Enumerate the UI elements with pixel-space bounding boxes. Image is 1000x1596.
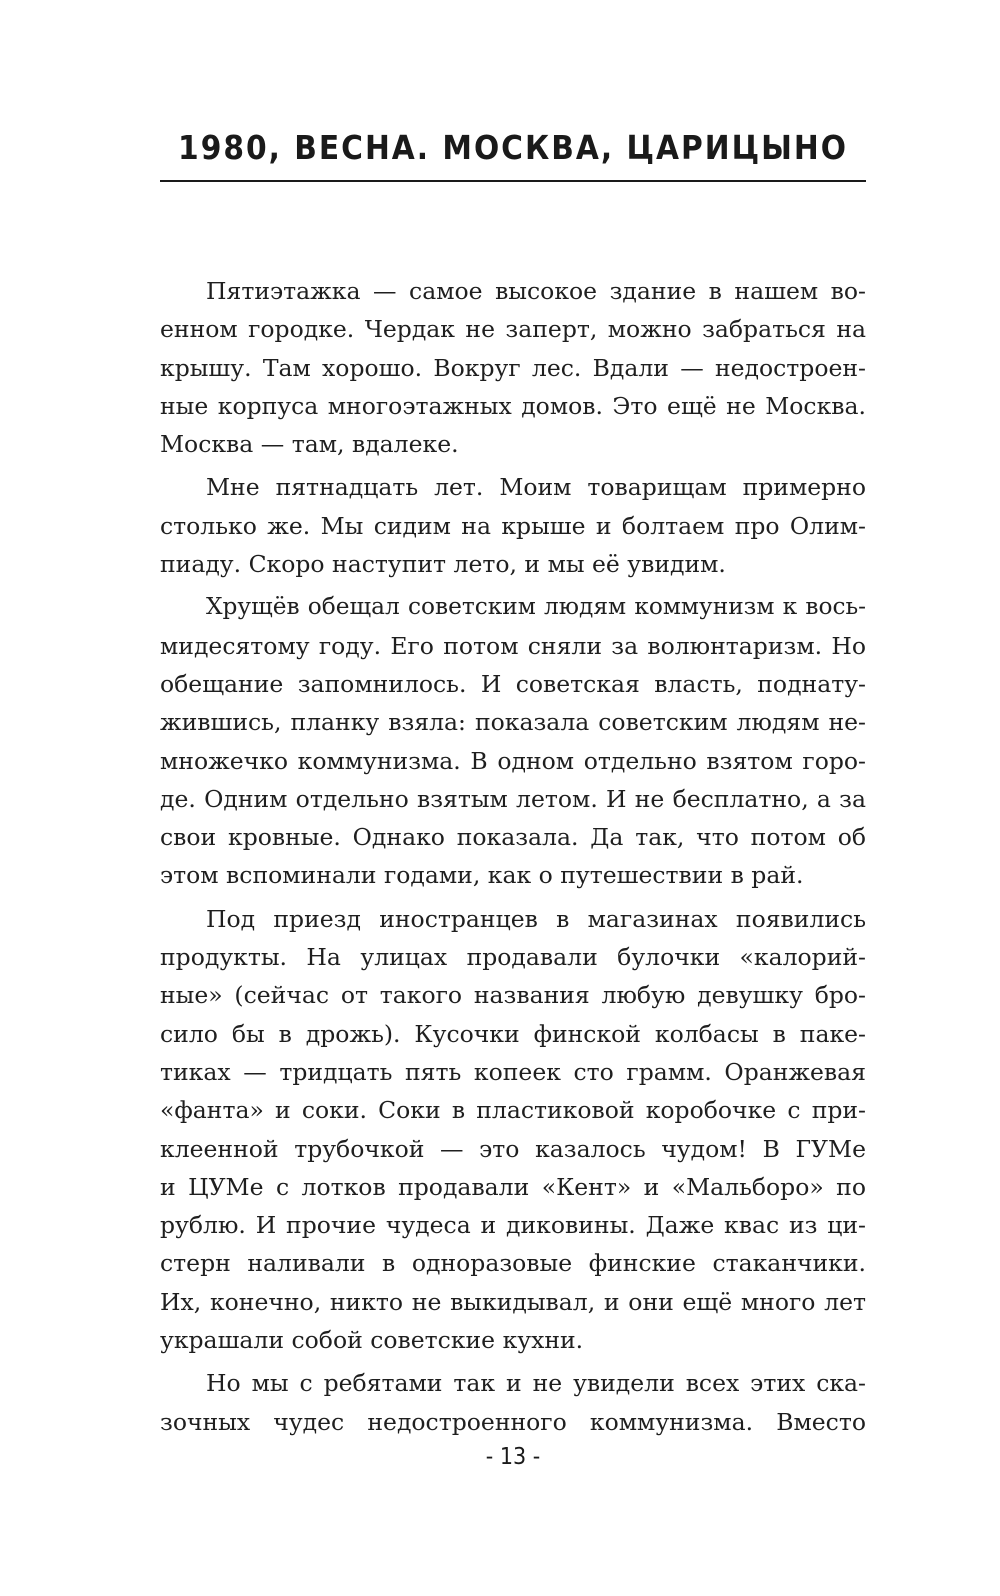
text-line: Пятиэтажка — самое высокое здание в нашем во-: [206, 277, 866, 305]
page-number: - 13 -: [485, 1444, 541, 1470]
text-line: свои кровные. Однако показала. Да так, что потом об: [160, 823, 866, 852]
paragraph: [160, 272, 866, 463]
text-line: и ЦУМе с лотков продавали «Кент» и «Мальборо» по: [160, 1172, 866, 1201]
text-line: Москва — там, вдалеке.: [160, 430, 459, 459]
text-line: мидесятому году. Его потом сняли за волюнтаризм. Но: [160, 631, 866, 660]
text-line: этом вспоминали годами, как о путешествии в рай.: [160, 861, 804, 890]
text-line: крышу. Там хорошо. Вокруг лес. Вдали — недостроен-: [160, 353, 866, 382]
text-line: Мне пятнадцать лет. Моим товарищам примерно: [206, 473, 866, 502]
text-line: продукты. На улицах продавали булочки «калорий-: [160, 943, 866, 972]
text-line: де. Одним отдельно взятым летом. И не бесплатно, а за: [160, 784, 866, 813]
paragraph: [160, 1364, 866, 1441]
paragraph: [160, 900, 866, 1360]
title-rule: [160, 180, 866, 182]
text-line: Но мы с ребятами так и не увидели всех этих ска-: [206, 1369, 866, 1398]
text-line: пиаду. Скоро наступит лето, и мы её увидим.: [160, 550, 726, 579]
text-line: столько же. Мы сидим на крыше и болтаем про Олим-: [160, 511, 866, 540]
text-line: обещание запомнилось. И советская власть, поднату-: [160, 669, 866, 698]
chapter-title: 1980, ВЕСНА. МОСКВА, ЦАРИЦЫНО: [178, 128, 848, 167]
text-line: стерн наливали в одноразовые финские стаканчики.: [160, 1249, 866, 1278]
text-line: зочных чудес недостроенного коммунизма. Вместо: [160, 1407, 866, 1436]
text-line: тиках — тридцать пять копеек сто грамм. Оранжевая: [160, 1057, 866, 1086]
body-text: [160, 272, 866, 1446]
paragraph: [160, 588, 866, 894]
text-line: сило бы в дрожь). Кусочки финской колбасы в паке-: [160, 1019, 866, 1048]
text-line: Под приезд иностранцев в магазинах появились: [206, 904, 866, 933]
text-line: клеенной трубочкой — это казалось чудом! В ГУМе: [160, 1134, 866, 1163]
text-line: «фанта» и соки. Соки в пластиковой коробочке с при-: [160, 1096, 866, 1125]
text-line: жившись, планку взяла: показала советским людям не-: [160, 708, 866, 737]
text-line: ные корпуса многоэтажных домов. Это ещё не Москва.: [160, 391, 866, 420]
text-line: множечко коммунизма. В одном отдельно взятом горо-: [160, 746, 866, 775]
paragraph: [160, 468, 866, 583]
text-line: Хрущёв обещал советским людям коммунизм к вось-: [206, 593, 866, 621]
text-line: рублю. И прочие чудеса и диковины. Даже квас из ци-: [160, 1211, 866, 1240]
text-line: украшали собой советские кухни.: [160, 1326, 584, 1355]
text-line: енном городке. Чердак не заперт, можно забраться на: [160, 315, 866, 344]
text-line: ные» (сейчас от такого названия любую девушку бро-: [160, 981, 866, 1010]
text-line: Их, конечно, никто не выкидывал, и они ещё много лет: [160, 1287, 866, 1316]
